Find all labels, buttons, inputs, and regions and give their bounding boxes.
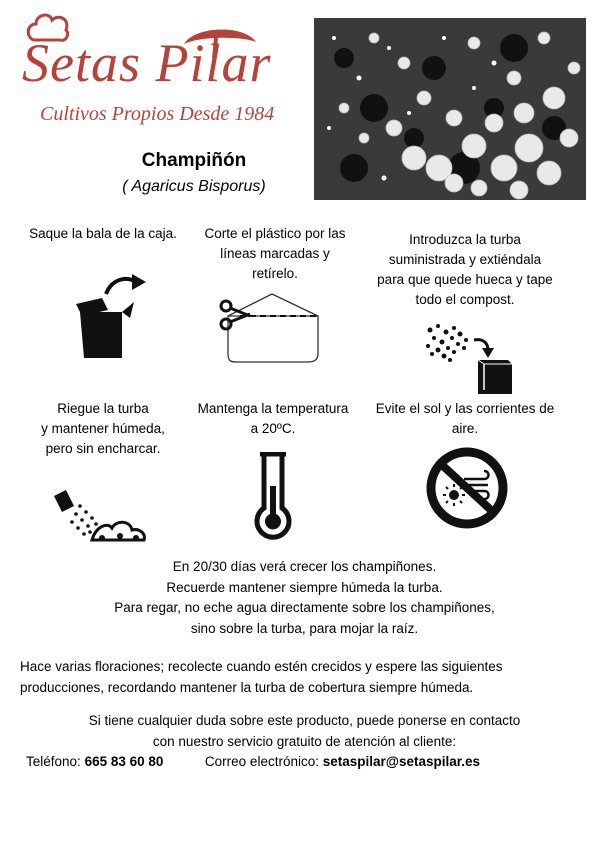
harvest-line: Hace varias floraciones; recolecte cuando estén crecidos y espere las siguientes bbox=[20, 659, 503, 674]
harvest-paragraph bbox=[20, 657, 600, 698]
contact-line: Si tiene cualquier duda sobre este producto, puede ponerse en contacto bbox=[88, 713, 521, 728]
product-name: Champiñón bbox=[141, 150, 247, 171]
scissors-cut-bag-icon bbox=[218, 290, 326, 366]
peat-into-box-icon bbox=[424, 320, 516, 396]
step-line: Riegue la turba bbox=[57, 401, 149, 416]
mushroom-photo bbox=[314, 18, 586, 200]
step-line: y mantener húmeda, bbox=[41, 421, 165, 436]
mushroom-photo-image bbox=[314, 18, 586, 200]
step-line: para que quede hueca y tape bbox=[377, 272, 553, 287]
harvest-line: producciones, recordando mantener la turba de cobertura siempre húmeda. bbox=[20, 679, 474, 695]
step-line: Saque la bala de la caja. bbox=[29, 226, 177, 241]
step-5-text bbox=[186, 399, 360, 439]
step-2-text bbox=[190, 224, 360, 284]
step-1-text bbox=[18, 224, 188, 244]
product-latin-name: ( Agaricus Bisporus) bbox=[122, 178, 266, 195]
email-address[interactable]: setaspilar@setaspilar.es bbox=[322, 754, 481, 769]
brand-slogan: Cultivos Propios Desde 1984 bbox=[40, 103, 275, 125]
email-label: Correo electrónico: bbox=[204, 754, 319, 769]
phone-number[interactable]: 665 83 60 80 bbox=[84, 754, 164, 769]
step-line: retírelo. bbox=[252, 266, 298, 281]
step-3-text bbox=[360, 230, 570, 310]
step-line: aire. bbox=[451, 421, 479, 436]
step-line: Mantenga la temperatura bbox=[197, 401, 349, 416]
growth-line: Para regar, no eche agua directamente sobre los champiñones, bbox=[114, 600, 495, 615]
growth-paragraph bbox=[20, 557, 589, 639]
step-line: a 20ºC. bbox=[250, 421, 296, 436]
step-line: Introduzca la turba bbox=[409, 232, 521, 247]
step-line: Evite el sol y las corrientes de bbox=[375, 401, 555, 416]
step-4-text bbox=[18, 399, 188, 459]
brand-name: Setas Pilar bbox=[22, 33, 272, 93]
contact-paragraph bbox=[20, 711, 589, 752]
growth-line: sino sobre la turba, para mojar la raíz. bbox=[190, 620, 419, 636]
step-line: todo el compost. bbox=[415, 292, 515, 307]
shower-watering-icon bbox=[52, 486, 148, 544]
no-sun-no-wind-icon bbox=[424, 447, 510, 529]
growth-line: Recuerde mantener siempre húmeda la turba. bbox=[166, 579, 443, 595]
step-line: suministrada y extiéndala bbox=[388, 252, 542, 267]
step-6-text bbox=[360, 399, 570, 439]
box-open-arrow-icon bbox=[72, 272, 150, 362]
phone-label: Teléfono: bbox=[26, 754, 81, 769]
growth-line: En 20/30 días verá crecer los champiñones. bbox=[172, 559, 437, 574]
contact-line: con nuestro servicio gratuito de atención al cliente: bbox=[152, 733, 457, 749]
contact-details bbox=[26, 752, 596, 773]
step-line: pero sin encharcar. bbox=[45, 441, 161, 456]
step-line: líneas marcadas y bbox=[220, 246, 330, 261]
thermometer-icon bbox=[250, 452, 296, 544]
step-line: Corte el plástico por las bbox=[204, 226, 346, 241]
